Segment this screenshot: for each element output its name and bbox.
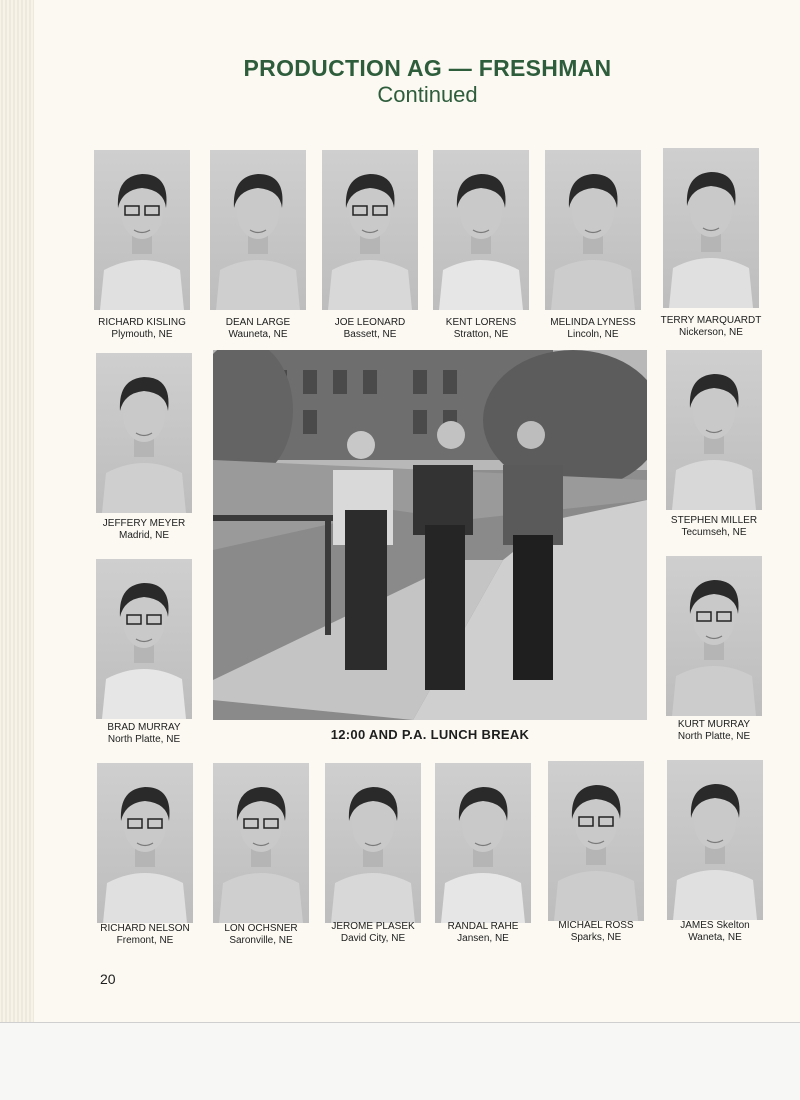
student-caption	[418, 921, 548, 945]
portrait-silhouette	[666, 556, 762, 716]
student-name: JOE LEONARD	[334, 317, 406, 328]
group-photo-scene	[213, 350, 647, 720]
portrait-photo	[667, 760, 763, 920]
student-name: DEAN LARGE	[225, 317, 291, 328]
portrait-silhouette	[94, 150, 190, 310]
student-hometown: North Platte, NE	[107, 734, 181, 745]
student-hometown: Fremont, NE	[116, 935, 174, 946]
page-subtitle: Continued	[377, 82, 478, 107]
portrait-photo	[545, 150, 641, 310]
portrait-silhouette	[97, 763, 193, 923]
student-caption	[531, 920, 661, 944]
portrait-photo	[666, 350, 762, 510]
student-hometown: Madrid, NE	[118, 530, 169, 541]
portrait-silhouette	[548, 761, 644, 921]
portrait-photo	[325, 763, 421, 923]
portrait-silhouette	[663, 148, 759, 308]
student-caption	[649, 719, 779, 743]
page-number: 20	[100, 971, 116, 987]
student-hometown: North Platte, NE	[677, 731, 751, 742]
student-name: JAMES Skelton	[680, 920, 750, 931]
student-caption	[193, 317, 323, 341]
portrait-photo	[666, 556, 762, 716]
student-hometown: Jansen, NE	[457, 933, 509, 944]
portrait-photo	[96, 353, 192, 513]
student-name: MELINDA LYNESS	[550, 317, 636, 328]
student-hometown: Bassett, NE	[343, 329, 397, 340]
portrait-silhouette	[96, 559, 192, 719]
student-hometown: Stratton, NE	[453, 329, 509, 340]
student-caption	[416, 317, 546, 341]
student-name: LON OCHSNER	[224, 923, 298, 934]
student-name: KENT LORENS	[445, 317, 517, 328]
portrait-photo	[435, 763, 531, 923]
student-name: RICHARD NELSON	[100, 923, 190, 934]
student-hometown: Saronville, NE	[229, 935, 293, 946]
student-name: STEPHEN MILLER	[670, 515, 758, 526]
student-caption	[77, 317, 207, 341]
student-caption	[79, 722, 209, 746]
student-name: JEFFERY MEYER	[102, 518, 186, 529]
student-name: KURT MURRAY	[677, 719, 751, 730]
portrait-photo	[94, 150, 190, 310]
student-hometown: Waneta, NE	[688, 932, 742, 943]
group-photo-caption: 12:00 AND P.A. LUNCH BREAK	[330, 727, 530, 742]
portrait-photo	[210, 150, 306, 310]
student-caption	[646, 315, 776, 339]
student-caption	[649, 515, 779, 539]
student-caption	[528, 317, 658, 341]
portrait-photo	[213, 763, 309, 923]
student-hometown: Wauneta, NE	[228, 329, 288, 340]
student-hometown: Tecumseh, NE	[681, 527, 747, 538]
portrait-photo	[548, 761, 644, 921]
student-name: JEROME PLASEK	[331, 921, 415, 932]
group-photo	[213, 350, 647, 720]
scan-bottom-strip	[0, 1022, 800, 1100]
portrait-silhouette	[213, 763, 309, 923]
student-name: TERRY MARQUARDT	[660, 315, 762, 326]
student-caption	[196, 923, 326, 947]
student-name: MICHAEL ROSS	[558, 920, 634, 931]
student-hometown: Sparks, NE	[570, 932, 622, 943]
portrait-photo	[322, 150, 418, 310]
portrait-photo	[663, 148, 759, 308]
student-name: RICHARD KISLING	[98, 317, 186, 328]
portrait-silhouette	[322, 150, 418, 310]
student-hometown: Lincoln, NE	[567, 329, 619, 340]
student-caption	[650, 920, 780, 944]
student-hometown: David City, NE	[340, 933, 406, 944]
student-caption	[79, 518, 209, 542]
portrait-silhouette	[325, 763, 421, 923]
student-hometown: Plymouth, NE	[111, 329, 173, 340]
page-edge	[0, 0, 35, 1022]
portrait-silhouette	[667, 760, 763, 920]
student-caption	[80, 923, 210, 947]
student-hometown: Nickerson, NE	[679, 327, 743, 338]
portrait-photo	[96, 559, 192, 719]
portrait-silhouette	[433, 150, 529, 310]
student-name: RANDAL RAHE	[447, 921, 519, 932]
portrait-photo	[97, 763, 193, 923]
page-title: PRODUCTION AG — FRESHMAN	[243, 55, 612, 81]
portrait-silhouette	[96, 353, 192, 513]
portrait-silhouette	[545, 150, 641, 310]
portrait-silhouette	[210, 150, 306, 310]
portrait-silhouette	[435, 763, 531, 923]
portrait-silhouette	[666, 350, 762, 510]
portrait-photo	[433, 150, 529, 310]
student-name: BRAD MURRAY	[107, 722, 181, 733]
